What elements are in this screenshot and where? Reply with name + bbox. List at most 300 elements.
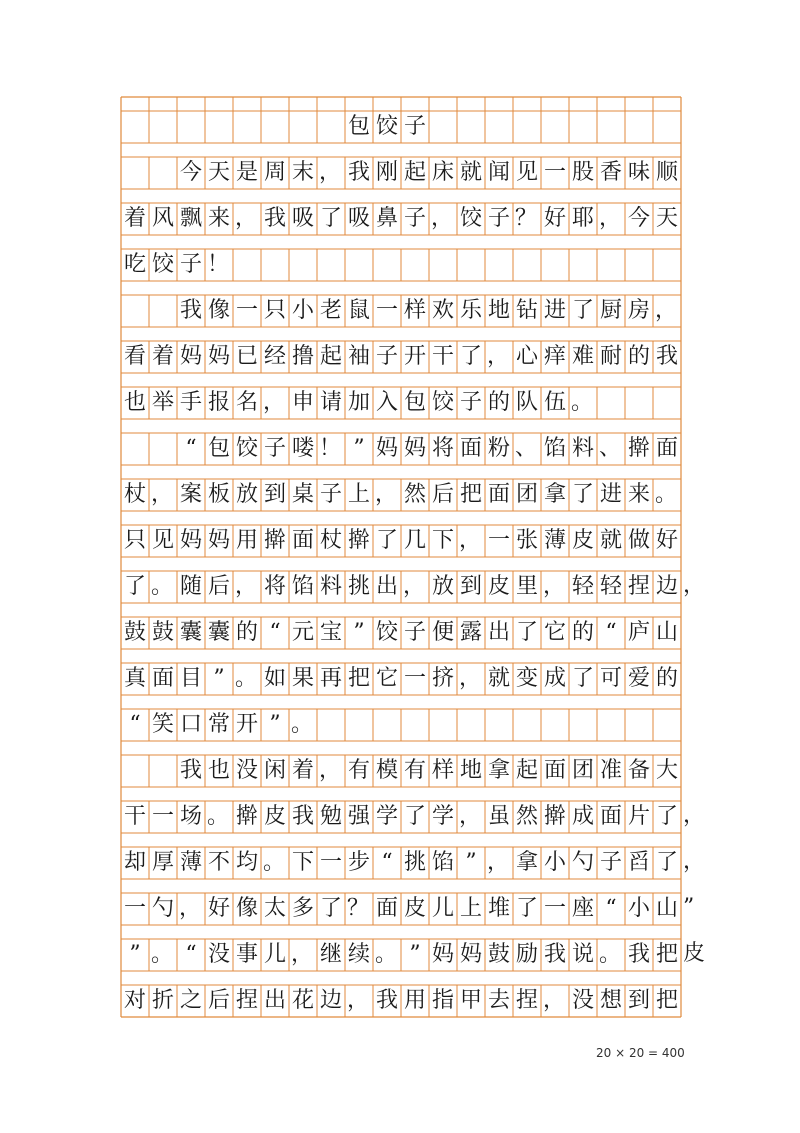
grid-cell: 出: [263, 988, 286, 1013]
grid-cell: 包: [207, 436, 230, 461]
grid-cell: 。: [235, 666, 258, 691]
grid-row: [121, 741, 681, 787]
grid-cell: [653, 249, 681, 281]
grid-cell: 风: [151, 206, 174, 231]
grid-cell: 太: [263, 896, 286, 921]
grid-cell: 下: [431, 528, 454, 553]
grid-cell: 鼓: [151, 620, 174, 645]
grid-cell: 饺: [151, 252, 174, 277]
grid-cell: 股: [571, 160, 594, 185]
grid-cell: 房: [627, 298, 650, 323]
grid-cell: 料: [571, 436, 594, 461]
grid-cell: 、: [515, 436, 538, 461]
grid-row: [121, 511, 681, 557]
grid-cell: 着: [151, 344, 174, 369]
grid-cell: 多: [291, 896, 314, 921]
grid-cell: [541, 111, 569, 143]
grid-cell: 到: [263, 482, 286, 507]
grid-cell: 来: [207, 206, 230, 231]
grid-cell: 捏: [627, 574, 650, 599]
grid-cell: 吸: [347, 206, 370, 231]
grid-cell: 没: [235, 758, 258, 783]
grid-cell: ，: [543, 988, 566, 1013]
grid-cell: [653, 111, 681, 143]
grid-cell: “: [381, 850, 393, 875]
grid-cell: 料: [319, 574, 342, 599]
grid-cell: 钻: [515, 298, 538, 323]
grid-cell: 也: [207, 758, 230, 783]
grid-cell: 了: [515, 620, 538, 645]
grid-cell: 妈: [207, 344, 230, 369]
grid-cell: 。: [151, 942, 174, 967]
grid-cell: 好: [207, 896, 230, 921]
grid-cell: 到: [627, 988, 650, 1013]
grid-cell: 厚: [151, 850, 174, 875]
grid-cell: 下: [291, 850, 314, 875]
grid-cell: 的: [235, 620, 258, 645]
grid-cell: 欢: [431, 298, 454, 323]
grid-cell: 见: [515, 160, 538, 185]
grid-row: [121, 649, 681, 695]
grid-cell: ，: [235, 206, 258, 231]
grid-cell: 就: [599, 528, 622, 553]
grid-cell: 然: [515, 804, 538, 829]
grid-cell: [345, 709, 373, 741]
grid-cell: 加: [347, 390, 370, 415]
grid-cell: 了: [655, 804, 678, 829]
grid-cell: 把: [655, 942, 678, 967]
grid-cell: 再: [319, 666, 342, 691]
grid-cell: 来: [627, 482, 650, 507]
grid-cell: [121, 433, 149, 465]
grid-cell: 进: [599, 482, 622, 507]
grid-cell: 去: [487, 988, 510, 1013]
grid-cell: 刚: [375, 160, 398, 185]
grid-cell: ，: [403, 574, 426, 599]
grid-cell: 起: [319, 344, 342, 369]
grid-cell: 闻: [487, 160, 510, 185]
grid-cell: 子: [403, 114, 426, 139]
grid-cell: 变: [515, 666, 538, 691]
grid-cell: [597, 709, 625, 741]
grid-cell: [289, 111, 317, 143]
grid-cell: 耐: [599, 344, 622, 369]
grid-cell: 将: [431, 436, 454, 461]
grid-cell: [457, 709, 485, 741]
grid-cell: [653, 709, 681, 741]
grid-cell: 我: [627, 942, 650, 967]
grid-cell: 我: [179, 758, 202, 783]
grid-cell: [261, 111, 289, 143]
grid-cell: ，: [179, 896, 202, 921]
grid-cell: 举: [151, 390, 174, 415]
grid-cell: [625, 111, 653, 143]
grid-cell: 馅: [543, 436, 566, 461]
grid-cell: 干: [123, 804, 146, 829]
grid-cell: 干: [431, 344, 454, 369]
grid-cell: 一: [235, 298, 258, 323]
grid-cell: 励: [515, 942, 538, 967]
grid-cell: ”: [213, 666, 225, 691]
grid-cell: 鼻: [375, 206, 398, 231]
grid-cell: 续: [347, 942, 370, 967]
grid-cell: [121, 111, 149, 143]
grid-cell: 然: [403, 482, 426, 507]
grid-cell: 子: [599, 850, 622, 875]
grid-cell: ，: [151, 482, 174, 507]
grid-cell: [457, 249, 485, 281]
grid-cell: 喽: [291, 436, 314, 461]
grid-cell: [121, 755, 149, 787]
grid-cell: ，: [319, 758, 342, 783]
grid-cell: 飘: [179, 206, 202, 231]
grid-cell: 几: [403, 528, 426, 553]
grid-cell: 饺: [235, 436, 258, 461]
grid-cell: 鼓: [487, 942, 510, 967]
grid-cell: “: [185, 436, 197, 461]
grid-row: [121, 327, 681, 373]
grid-cell: 折: [151, 988, 174, 1013]
grid-cell: 香: [599, 160, 622, 185]
grid-cell: ，: [375, 482, 398, 507]
grid-cell: 山: [655, 896, 678, 921]
grid-cell: 样: [403, 298, 426, 323]
grid-cell: [149, 755, 177, 787]
grid-cell: [149, 157, 177, 189]
grid-cell: 把: [655, 988, 678, 1013]
grid-cell: 请: [319, 390, 342, 415]
grid-cell: 起: [515, 758, 538, 783]
grid-cell: 老: [319, 298, 342, 323]
grid-cell: 捏: [515, 988, 538, 1013]
grid-cell: 有: [347, 758, 370, 783]
grid-row: [121, 925, 706, 971]
grid-cell: 一: [151, 804, 174, 829]
grid-cell: 面: [599, 804, 622, 829]
grid-cell: 地: [487, 298, 510, 323]
grid-cell: ，: [459, 528, 482, 553]
grid-cell: [149, 111, 177, 143]
grid-cell: 了: [571, 298, 594, 323]
margin-punctuation: ，: [683, 803, 706, 828]
grid-cell: 擀: [627, 436, 650, 461]
grid-cell: 妈: [431, 942, 454, 967]
grid-cell: 见: [151, 528, 174, 553]
grid-cell: [485, 249, 513, 281]
grid-cell: [569, 709, 597, 741]
grid-cell: 后: [207, 988, 230, 1013]
grid-cell: [541, 709, 569, 741]
grid-cell: 饺: [375, 620, 398, 645]
grid-cell: 里: [515, 574, 538, 599]
grid-cell: 子: [403, 620, 426, 645]
grid-cell: [149, 433, 177, 465]
grid-cell: 。: [291, 712, 314, 737]
grid-row: [121, 971, 681, 1017]
grid-cell: 子: [263, 436, 286, 461]
grid-cell: 爱: [627, 666, 650, 691]
grid-cell: [373, 249, 401, 281]
grid-cell: 皮: [487, 574, 510, 599]
grid-cell: 片: [627, 804, 650, 829]
grid-cell: 。: [375, 942, 398, 967]
grid-cell: 面: [655, 436, 678, 461]
grid-cell: 想: [599, 988, 622, 1013]
grid-cell: 床: [431, 160, 454, 185]
grid-cell: [177, 111, 205, 143]
grid-cell: 申: [291, 390, 314, 415]
grid-cell: 备: [627, 758, 650, 783]
grid-cell: 末: [291, 160, 314, 185]
grid-cell: 了: [403, 804, 426, 829]
grid-cell: 子: [319, 482, 342, 507]
grid-cell: 之: [179, 988, 202, 1013]
grid-cell: 它: [543, 620, 566, 645]
grid-cell: [373, 709, 401, 741]
grid-cell: 后: [431, 482, 454, 507]
grid-cell: ”: [353, 620, 365, 645]
grid-cell: ，: [235, 574, 258, 599]
grid-cell: 张: [515, 528, 538, 553]
grid-cell: 捏: [235, 988, 258, 1013]
grid-cell: 模: [375, 758, 398, 783]
grid-cell: 杖: [123, 482, 146, 507]
grid-cell: 名: [235, 390, 258, 415]
grid-cell: 团: [571, 758, 594, 783]
grid-cell: 准: [599, 758, 622, 783]
grid-cell: [457, 111, 485, 143]
grid-cell: 妈: [459, 942, 482, 967]
grid-cell: 妈: [375, 436, 398, 461]
grid-cell: 厨: [599, 298, 622, 323]
grid-cell: 像: [235, 896, 258, 921]
grid-cell: 上: [459, 896, 482, 921]
grid-cell: 学: [431, 804, 454, 829]
grid-cell: 。: [655, 482, 678, 507]
grid-cell: 经: [263, 344, 286, 369]
grid-cell: 团: [515, 482, 538, 507]
grid-cell: ”: [353, 436, 365, 461]
grid-cell: 了: [123, 574, 146, 599]
grid-row: [121, 695, 681, 741]
grid-cell: 子: [179, 252, 202, 277]
grid-cell: 成: [543, 666, 566, 691]
grid-cell: 桌: [291, 482, 314, 507]
grid-cell: 顺: [655, 160, 678, 185]
grid-cell: [149, 295, 177, 327]
grid-cell: [597, 249, 625, 281]
grid-cell: 是: [235, 160, 258, 185]
grid-cell: 报: [207, 390, 230, 415]
grid-cell: “: [605, 620, 617, 645]
grid-cell: [625, 709, 653, 741]
grid-cell: [541, 249, 569, 281]
grid-cell: 我: [263, 206, 286, 231]
grid-cell: 放: [431, 574, 454, 599]
grid-cell: 。: [571, 390, 594, 415]
grid-cell: 随: [179, 574, 202, 599]
grid-cell: 包: [347, 114, 370, 139]
grid-cell: 后: [207, 574, 230, 599]
grid-cell: 的: [487, 390, 510, 415]
grid-cell: ，: [655, 298, 678, 323]
grid-cell: 做: [627, 528, 650, 553]
grid-cell: ？: [347, 896, 370, 921]
grid-cell: 就: [487, 666, 510, 691]
margin-character: 皮: [683, 941, 706, 966]
grid-cell: 口: [179, 712, 202, 737]
grid-cell: 擀: [347, 528, 370, 553]
grid-cell: 挑: [403, 850, 426, 875]
grid-cell: 把: [347, 666, 370, 691]
grid-cell: 痒: [543, 344, 566, 369]
grid-cell: ，: [543, 574, 566, 599]
grid-cell: 妈: [179, 344, 202, 369]
grid-cell: 面: [291, 528, 314, 553]
grid-cell: 囊: [179, 620, 202, 645]
grid-row: [121, 97, 681, 143]
grid-cell: 鼓: [123, 620, 146, 645]
grid-cell: ，: [263, 390, 286, 415]
grid-cell: 露: [459, 620, 482, 645]
grid-cell: 边: [319, 988, 342, 1013]
grid-cell: 了: [319, 896, 342, 921]
grid-cell: 进: [543, 298, 566, 323]
grid-cell: 就: [459, 160, 482, 185]
grid-cell: 了: [571, 482, 594, 507]
grid-cell: 儿: [431, 896, 454, 921]
grid-cell: ，: [599, 206, 622, 231]
grid-cell: 均: [235, 850, 258, 875]
grid-row: [121, 143, 681, 189]
grid-cell: 用: [235, 528, 258, 553]
grid-cell: 上: [347, 482, 370, 507]
grid-cell: 山: [655, 620, 678, 645]
grid-cell: 看: [123, 344, 146, 369]
grid-cell: 小: [627, 896, 650, 921]
grid-cell: 妈: [403, 436, 426, 461]
grid-cell: ”: [269, 712, 281, 737]
grid-cell: 挤: [431, 666, 454, 691]
grid-cell: [485, 709, 513, 741]
grid-cell: 吃: [123, 252, 146, 277]
grid-cell: 天: [655, 206, 678, 231]
grid-cell: 。: [263, 850, 286, 875]
grid-cell: 着: [291, 758, 314, 783]
grid-cell: 目: [179, 666, 202, 691]
grid-cell: 把: [459, 482, 482, 507]
grid-cell: 我: [375, 988, 398, 1013]
grid-cell: 难: [571, 344, 594, 369]
grid-cell: 不: [207, 850, 230, 875]
grid-cell: 杖: [319, 528, 342, 553]
grid-cell: 一: [319, 850, 342, 875]
grid-cell: [625, 249, 653, 281]
grid-cell: 了: [515, 896, 538, 921]
grid-cell: 我: [179, 298, 202, 323]
grid-cell: 甲: [459, 988, 482, 1013]
grid-cell: 鼠: [347, 298, 370, 323]
grid-cell: 强: [347, 804, 370, 829]
grid-cell: 。: [599, 942, 622, 967]
grid-cell: 边: [655, 574, 678, 599]
grid-cell: 只: [123, 528, 146, 553]
grid-cell: 真: [123, 666, 146, 691]
grid-cell: 挑: [347, 574, 370, 599]
grid-row: [121, 235, 681, 281]
grid-cell: [317, 111, 345, 143]
grid-cell: 伍: [543, 390, 566, 415]
grid-cell: 样: [431, 758, 454, 783]
grid-cell: 好: [655, 528, 678, 553]
grid-cell: 我: [655, 344, 678, 369]
grid-cell: 一: [487, 528, 510, 553]
grid-cell: 庐: [627, 620, 650, 645]
grid-cell: [429, 709, 457, 741]
grid-row: [121, 465, 681, 511]
grid-row: [121, 879, 695, 925]
grid-cell: 味: [627, 160, 650, 185]
grid-cell: 起: [403, 160, 426, 185]
grid-cell: 笑: [151, 712, 174, 737]
grid-cell: 。: [207, 804, 230, 829]
grid-cell: 入: [375, 390, 398, 415]
grid-cell: “: [605, 896, 617, 921]
grid-cell: 饺: [459, 206, 482, 231]
grid-cell: [233, 249, 261, 281]
grid-cell: 今: [627, 206, 650, 231]
grid-cell: 出: [375, 574, 398, 599]
grid-cell: 。: [151, 574, 174, 599]
grid-row: [121, 833, 706, 879]
margin-punctuation: ”: [683, 895, 695, 920]
grid-cell: ！: [319, 436, 342, 461]
grid-cell: 成: [571, 804, 594, 829]
grid-cell: 面: [375, 896, 398, 921]
grid-cell: 拿: [487, 758, 510, 783]
grid-row: [121, 419, 681, 465]
grid-cell: ，: [347, 988, 370, 1013]
grid-cell: 擀: [543, 804, 566, 829]
grid-cell: ，: [319, 160, 342, 185]
grid-cell: 对: [123, 988, 146, 1013]
grid-cell: 面: [487, 482, 510, 507]
grid-cell: 妈: [179, 528, 202, 553]
grid-cell: [121, 295, 149, 327]
grid-cell: 到: [459, 574, 482, 599]
grid-cell: 没: [207, 942, 230, 967]
grid-cell: 耶: [571, 206, 594, 231]
grid-cell: ，: [487, 344, 510, 369]
grid-cell: ”: [129, 942, 141, 967]
grid-cell: 也: [123, 390, 146, 415]
grid-cell: 宝: [319, 620, 342, 645]
grid-cell: [233, 111, 261, 143]
grid-cell: [317, 709, 345, 741]
margin-punctuation: ，: [683, 849, 706, 874]
grid-cell: 花: [291, 988, 314, 1013]
grid-cell: [597, 111, 625, 143]
grid-cell: 队: [515, 390, 538, 415]
grid-cell: 粉: [487, 436, 510, 461]
grid-cell: 便: [431, 620, 454, 645]
grid-cell: 只: [263, 298, 286, 323]
grid-cell: 放: [235, 482, 258, 507]
grid-cell: [429, 111, 457, 143]
grid-cell: 已: [235, 344, 258, 369]
grid-cell: 馅: [291, 574, 314, 599]
margin-punctuation: ，: [683, 573, 706, 598]
